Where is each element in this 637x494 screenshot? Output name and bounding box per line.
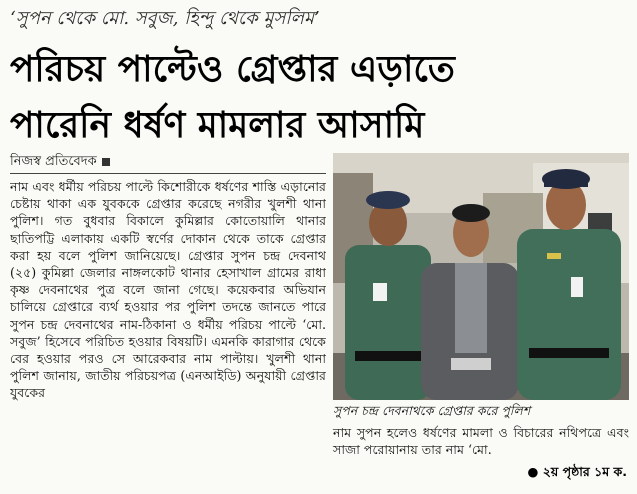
photo-caption: সুপন চন্দ্র দেবনাথকে গ্রেপ্তার করে পুলিশ <box>333 403 531 418</box>
article-photo <box>333 153 629 400</box>
headline-line-1: পরিচয় পাল্টেও গ্রেপ্তার এড়াতে <box>10 49 455 90</box>
headline-line-2: পারেনি ধর্ষণ মামলার আসামি <box>10 105 425 146</box>
article-body <box>10 178 326 488</box>
article-body-text: নাম এবং ধর্মীয় পরিচয় পাল্টে কিশোরীকে ধর্ষণের শাস্তি এড়ানোর চেষ্টায় থাকা এক যুবককে গ্রেপ্তার করেছে নগরীর খুলশী থানা পুলিশ। গত বুধবার বিকালে কুমিল্লার কোতোয়ালি থানার ছাতিপট্টি এলাকায় একটি স্বর্ণের দোকান থেকে তাকে গ্রেপ্তার করা হয় বলে পুলিশ জানিয়েছে। গ্রেপ্তার সুপন চন্দ্র দেবনাথ (২৫) কুমিল্লা জেলার নাঙ্গলকোট থানার হেসাখাল গ্রামের রাধা কৃষ্ণ দেবনাথের পুত্র বলে জানা গেছে। কয়েকবার অভিযান চালিয়ে গ্রেপ্তারে ব্যর্থ হওয়ার পর পুলিশ তদন্তে জানতে পারে সুপন চন্দ্র দেবনাথের নাম-ঠিকানা ও ধর্মীয় পরিচয় পাল্টে ‘মো. সবুজ’ হিসেবে পরিচিত হওয়ার বিষয়টি। এমনকি কারাগার থেকে বের হওয়ার পরও সে আরেকবার নাম পাল্টায়। খুলশী থানা পুলিশ জানায়, জাতীয় পরিচয়পত্র (এনআইডি) অনুযায়ী গ্রেপ্তার যুবকের <box>10 179 326 401</box>
byline-square-icon <box>102 158 110 166</box>
byline-text: নিজস্ব প্রতিবেদক <box>10 154 97 169</box>
continued-body-text: নাম সুপন হলেও ধর্ষণের মামলা ও বিচারের নথিপত্রে এবং সাজা পরোয়ানায় তার নাম ‘মো. <box>333 425 629 458</box>
article-kicker: ‘সুপন থেকে মো. সবুজ, হিন্দু থেকে মুসলিম’ <box>10 8 320 29</box>
article-headline <box>10 42 630 154</box>
byline-divider <box>10 173 326 174</box>
continued-on-page-marker: ● ২য় পৃষ্ঠার ১ম ক. <box>527 464 627 479</box>
byline <box>10 153 110 171</box>
